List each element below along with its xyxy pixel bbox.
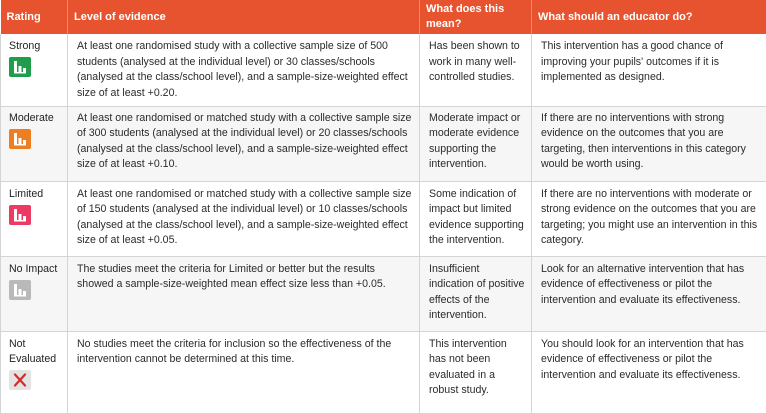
educator-action-cell: You should look for an intervention that has evidence of effectiveness or pilot the intervention and evaluate its effectiveness. (532, 331, 766, 413)
level-of-evidence-cell: The studies meet the criteria for Limited or better but the results showed a sample-size-weighted mean effect size less than +0.05. (68, 256, 420, 331)
bar-chart-icon (9, 129, 31, 149)
rating-label: Strong (9, 39, 61, 54)
table-row-not-evaluated (1, 331, 766, 413)
meaning-cell: Moderate impact or moderate evidence supporting the intervention. (420, 106, 532, 181)
rating-label: Not Evaluated (9, 337, 61, 367)
educator-action-cell: This intervention has a good chance of improving your pupils' outcomes if it is implemented as designed. (532, 34, 766, 106)
rating-cell (1, 34, 68, 106)
header-rating: Rating (1, 0, 68, 34)
educator-action-cell: If there are no interventions with strong evidence on the outcomes that you are targeting, then interventions in this category would be worth using. (532, 106, 766, 181)
table-row-no-impact (1, 256, 766, 331)
table-row-strong (1, 34, 766, 106)
rating-label: Moderate (9, 111, 61, 126)
educator-action-cell: Look for an alternative intervention that has evidence of effectiveness or pilot the intervention and evaluate its effectiveness. (532, 256, 766, 331)
rating-cell (1, 256, 68, 331)
rating-cell (1, 181, 68, 256)
cross-icon (9, 370, 31, 390)
header-what-should-educator-do: What should an educator do? (532, 0, 766, 34)
bar-chart-icon (9, 57, 31, 77)
meaning-cell: Some indication of impact but limited evidence supporting the intervention. (420, 181, 532, 256)
level-of-evidence-cell: At least one randomised or matched study with a collective sample size of 300 students (analysed at the individual level) or 20 classes/schools (analysed at the class/school level), and a sample-size-weighted effect size of at least +0.10. (68, 106, 420, 181)
meaning-cell: This intervention has not been evaluated in a robust study. (420, 331, 532, 413)
rating-cell (1, 331, 68, 413)
level-of-evidence-cell: No studies meet the criteria for inclusion so the effectiveness of the intervention cannot be determined at this time. (68, 331, 420, 413)
level-of-evidence-cell: At least one randomised or matched study with a collective sample size of 150 students (analysed at the individual level) or 10 classes/schools (analysed at the class/school level), and a sample-size-weighted effect size of at least +0.05. (68, 181, 420, 256)
table-row-limited (1, 181, 766, 256)
rating-label: No Impact (9, 262, 61, 277)
rating-label: Limited (9, 187, 61, 202)
bar-chart-icon (9, 280, 31, 300)
header-level-of-evidence: Level of evidence (68, 0, 420, 34)
bar-chart-icon (9, 205, 31, 225)
rating-cell (1, 106, 68, 181)
table-row-moderate (1, 106, 766, 181)
level-of-evidence-cell: At least one randomised study with a collective sample size of 500 students (analysed at the individual level) or 30 classes/schools (analysed at the class/school level), and a sample-size-weighted effect size of at least +0.20. (68, 34, 420, 106)
meaning-cell: Insufficient indication of positive effects of the intervention. (420, 256, 532, 331)
table-header-row (1, 0, 766, 34)
header-what-does-this-mean: What does this mean? (420, 0, 532, 34)
educator-action-cell: If there are no interventions with moderate or strong evidence on the outcomes that you are targeting; you might use an intervention in this category. (532, 181, 766, 256)
meaning-cell: Has been shown to work in many well-controlled studies. (420, 34, 532, 106)
